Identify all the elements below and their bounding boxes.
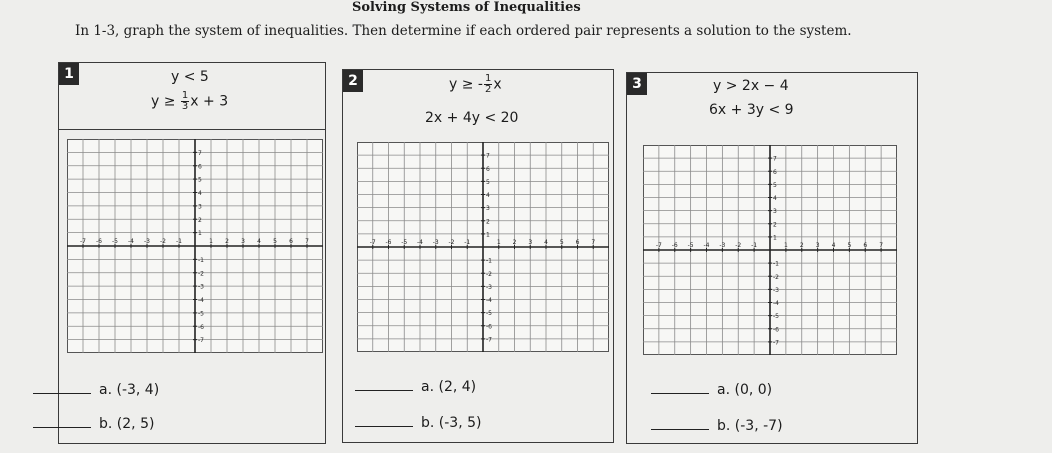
y-tick-label: -7 (486, 336, 492, 344)
inequality-1 (449, 74, 502, 95)
y-tick-label: 4 (486, 192, 490, 199)
y-tick-label: 2 (773, 221, 777, 229)
x-tick-label: -5 (687, 242, 694, 249)
x-tick-label: 6 (863, 242, 868, 249)
y-tick-label: -5 (198, 310, 204, 318)
instructions: In 1-3, graph the system of inequalities. Then determine if each ordered pair represents a solution to the system. (75, 23, 852, 39)
answer-blank[interactable] (33, 381, 91, 394)
x-tick-label: 2 (799, 242, 804, 249)
inequality-2: 2x + 4y < 20 (425, 110, 519, 126)
answer-blank[interactable] (33, 415, 91, 428)
fraction (181, 91, 189, 112)
x-tick-label: 2 (225, 238, 229, 245)
x-tick-label: -1 (751, 242, 758, 249)
answer-letter: a. (99, 382, 113, 398)
ordered-pair: (-3, 5) (438, 415, 482, 431)
answer-a (355, 378, 476, 395)
x-tick-label: -5 (401, 239, 408, 246)
inequality-2: 6x + 3y < 9 (709, 102, 794, 118)
x-tick-label: 1 (209, 238, 213, 245)
y-tick-label: -6 (198, 323, 204, 331)
y-tick-label: 2 (486, 218, 490, 226)
x-tick-label: 4 (544, 239, 548, 246)
fraction-numerator: 1 (181, 90, 189, 101)
worksheet-title: Solving Systems of Inequalities (352, 0, 581, 15)
x-tick-label: 1 (496, 239, 501, 246)
x-tick-label: 4 (257, 238, 261, 245)
y-tick-label: 5 (773, 181, 777, 189)
answer-letter: a. (717, 382, 731, 398)
y-tick-label: 6 (198, 163, 202, 171)
coordinate-grid[interactable] (357, 142, 609, 352)
inequality-1: y > 2x − 4 (713, 78, 789, 94)
y-tick-label: 3 (198, 203, 202, 211)
y-tick-label: -1 (773, 260, 779, 268)
y-tick-label: -3 (773, 286, 779, 294)
y-tick-label: -2 (198, 270, 204, 278)
y-tick-label: -2 (486, 270, 492, 278)
y-tick-label: -6 (486, 323, 492, 331)
x-tick-label: -1 (176, 238, 182, 245)
x-tick-label: -4 (417, 239, 423, 246)
y-tick-label: -4 (773, 300, 779, 307)
x-tick-label: 7 (305, 238, 309, 245)
x-tick-label: -2 (448, 239, 455, 246)
y-tick-label: -4 (486, 297, 492, 304)
y-tick-label: -6 (773, 326, 779, 334)
inequality-1: y < 5 (171, 69, 209, 85)
x-tick-label: 1 (783, 242, 788, 249)
inequality-prefix: y ≥ (151, 93, 180, 110)
y-tick-label: -3 (198, 283, 204, 291)
answer-a (651, 381, 772, 398)
problem-number: 2 (343, 70, 363, 92)
x-tick-label: 6 (289, 238, 293, 245)
y-tick-label: 3 (486, 205, 490, 213)
x-tick-label: -2 (160, 238, 166, 245)
y-tick-label: -4 (198, 297, 204, 304)
x-tick-label: -6 (671, 242, 678, 249)
y-tick-label: 1 (773, 234, 777, 242)
x-tick-label: -7 (80, 238, 86, 245)
y-tick-label: -1 (198, 256, 204, 264)
x-tick-label: 7 (879, 242, 884, 249)
answer-b (651, 417, 783, 434)
answer-b (355, 414, 482, 431)
y-tick-label: -3 (486, 283, 492, 291)
problem-3-panel (626, 72, 918, 444)
y-tick-label: -1 (486, 257, 492, 265)
answer-letter: a. (421, 379, 435, 395)
x-tick-label: 5 (847, 242, 852, 249)
x-tick-label: -3 (719, 242, 726, 249)
y-tick-label: -7 (773, 339, 779, 347)
fraction-denominator: 3 (181, 101, 189, 112)
inequality-prefix: y ≥ - (449, 76, 483, 93)
coordinate-grid[interactable] (67, 139, 323, 353)
ordered-pair: (0, 0) (734, 382, 773, 398)
ordered-pair: (2, 5) (116, 416, 155, 432)
y-tick-label: 7 (486, 152, 490, 160)
y-tick-label: 4 (773, 195, 777, 202)
ordered-pair: (-3, 4) (116, 382, 160, 398)
inequality-suffix: x (493, 76, 502, 93)
answer-blank[interactable] (651, 417, 709, 430)
answer-blank[interactable] (651, 381, 709, 394)
y-tick-label: 3 (773, 208, 777, 216)
y-tick-label: 7 (198, 149, 202, 157)
y-tick-label: -5 (773, 313, 779, 321)
x-tick-label: 6 (575, 239, 580, 246)
x-tick-label: -3 (432, 239, 439, 246)
answer-a (33, 381, 159, 398)
ordered-pair: (2, 4) (438, 379, 477, 395)
y-tick-label: 5 (486, 178, 490, 186)
x-tick-label: 5 (559, 239, 564, 246)
fraction (484, 74, 492, 95)
answer-b (33, 415, 154, 432)
y-tick-label: 1 (486, 231, 490, 239)
fraction-denominator: 2 (484, 84, 492, 95)
y-tick-label: -7 (198, 337, 204, 345)
coordinate-grid[interactable] (643, 145, 897, 355)
fraction-numerator: 1 (484, 73, 492, 84)
answer-letter: b. (717, 418, 731, 434)
x-tick-label: -2 (735, 242, 742, 249)
y-tick-label: 1 (198, 230, 202, 238)
x-tick-label: 3 (241, 238, 245, 245)
x-tick-label: 7 (591, 239, 596, 246)
inequality-suffix: x + 3 (190, 93, 229, 110)
x-tick-label: -6 (96, 238, 102, 245)
x-tick-label: -5 (112, 238, 118, 245)
answer-blank[interactable] (355, 414, 413, 427)
inequality-2 (151, 91, 228, 112)
y-tick-label: 4 (198, 190, 202, 197)
y-tick-label: 6 (773, 168, 777, 176)
problem-number: 1 (59, 63, 79, 85)
answer-letter: b. (421, 415, 435, 431)
x-tick-label: 3 (528, 239, 533, 246)
divider-line (58, 129, 326, 130)
answer-letter: b. (99, 416, 113, 432)
x-tick-label: -6 (385, 239, 392, 246)
x-tick-label: 5 (273, 238, 277, 245)
ordered-pair: (-3, -7) (734, 418, 783, 434)
problem-2-panel (342, 69, 614, 443)
problem-number: 3 (627, 73, 647, 95)
problem-1-panel (58, 62, 326, 444)
y-tick-label: 5 (198, 176, 202, 184)
x-tick-label: -7 (369, 239, 376, 246)
x-tick-label: -4 (128, 238, 134, 245)
y-tick-label: -2 (773, 273, 779, 281)
x-tick-label: -4 (703, 242, 710, 249)
x-tick-label: -3 (144, 238, 150, 245)
y-tick-label: 7 (773, 155, 777, 163)
y-tick-label: 6 (486, 165, 490, 173)
y-tick-label: -5 (486, 310, 492, 318)
y-tick-label: 2 (198, 216, 202, 224)
x-tick-label: 4 (831, 242, 836, 249)
x-tick-label: -1 (464, 239, 471, 246)
x-tick-label: 2 (512, 239, 517, 246)
answer-blank[interactable] (355, 378, 413, 391)
x-tick-label: 3 (815, 242, 820, 249)
x-tick-label: -7 (655, 242, 662, 249)
